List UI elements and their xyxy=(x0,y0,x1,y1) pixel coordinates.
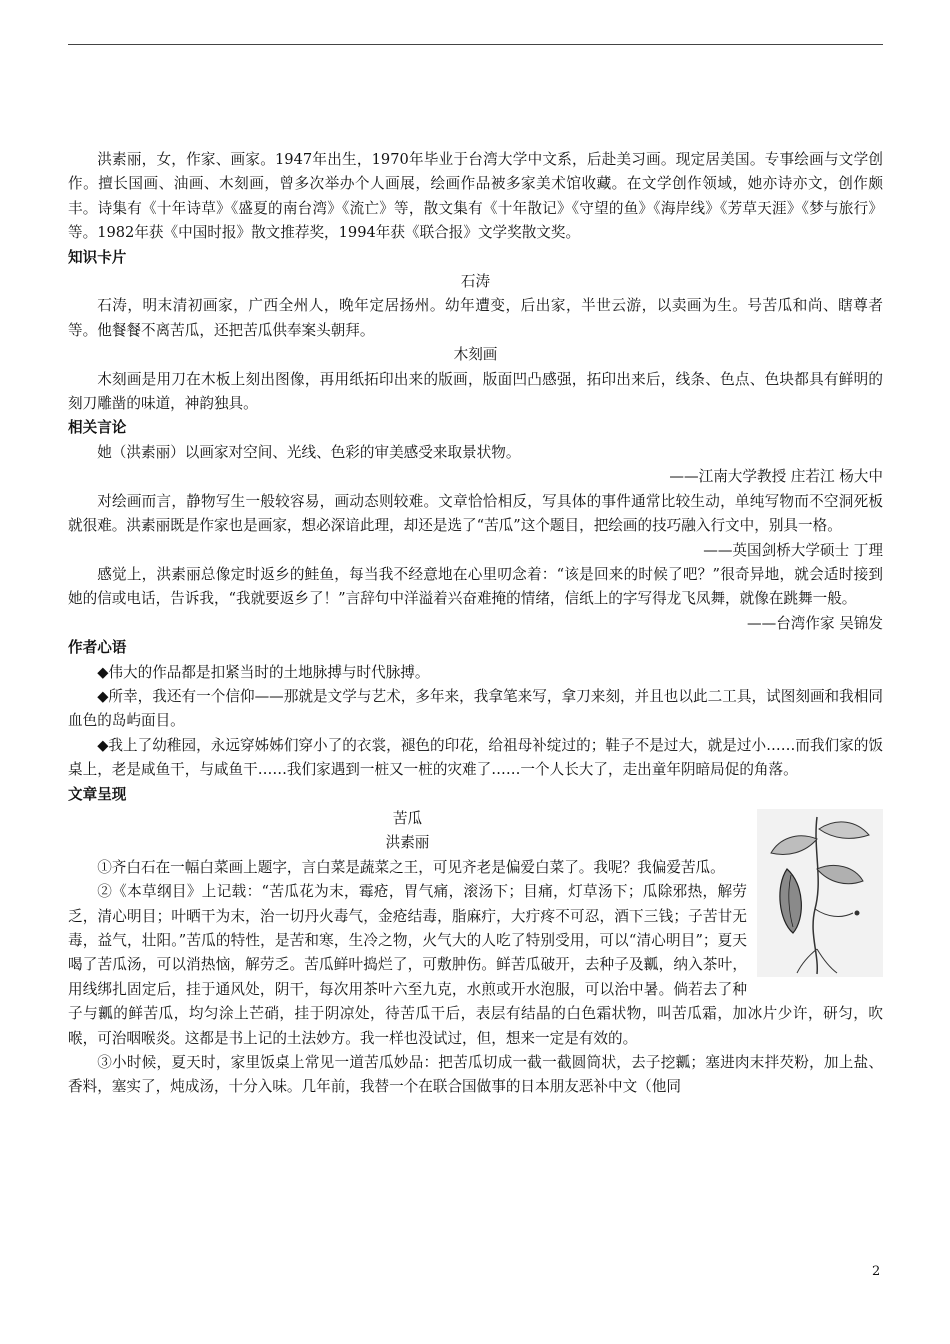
page-body xyxy=(68,148,883,1100)
comment-2-source: ——英国剑桥大学硕士 丁理 xyxy=(703,541,883,559)
knowledge-heading: 知识卡片 xyxy=(68,248,127,266)
comment-1-source: ——江南大学教授 庄若江 杨大中 xyxy=(669,468,883,486)
article-byline: 洪素丽 xyxy=(385,834,430,852)
comment-2-text: 对绘画而言，静物写生一般较容易，画动态则较难。文章恰恰相反，写具体的事件通常比较生动，单纯写物而不空洞死板就很难。洪素丽既是作家也是画家，想必深谙此理，却还是选了“苦瓜”这个题目，把绘画的技巧融入行文中，别具一格。 xyxy=(68,492,883,535)
article-paragraph-3: ③小时候，夏天时，家里饭桌上常见一道苦瓜妙品：把苦瓜切成一截一截圆筒状，去子挖瓤；塞进肉末拌芡粉，加上盐、香料，塞实了，炖成汤，十分入味。几年前，我替一个在联合国做事的日本朋友恶补中文（他同 xyxy=(68,1054,883,1096)
author-quote-3: ◆我上了幼稚园，永远穿姊姊们穿小了的衣裳，褪色的印花，给祖母补绽过的；鞋子不是过大，就是过小……而我们家的饭桌上，老是咸鱼干，与咸鱼干……我们家遇到一桩又一桩的灾难了……一个人长大了，走出童年阴暗局促的角落。 xyxy=(68,736,883,779)
card-title-woodcut: 木刻画 xyxy=(453,346,498,364)
author-words-heading: 作者心语 xyxy=(68,639,127,657)
author-quote-1: ◆伟大的作品都是扣紧当时的土地脉搏与时代脉搏。 xyxy=(97,663,430,681)
comment-3-source: ——台湾作家 吴锦发 xyxy=(747,614,883,632)
card-text-shitao: 石涛，明末清初画家，广西全州人，晚年定居扬州。幼年遭变，后出家，半世云游，以卖画为生。号苦瓜和尚、瞎尊者等。他餐餐不离苦瓜，还把苦瓜供奉案头朝拜。 xyxy=(68,297,883,339)
article-paragraph-1: ①齐白石在一幅白菜画上题字，言白菜是蔬菜之王，可见齐老是偏爱白菜了。我呢？我偏爱苦瓜。 xyxy=(97,858,725,876)
header-rule xyxy=(68,44,883,45)
article-paragraph-2: ②《本草纲目》上记载：“苦瓜花为末，霉疮，胃气痛，滚汤下；目痛，灯草汤下；瓜除邪热，解劳乏，清心明目；叶晒干为末，治一切丹火毒气，金疮结毒，脂麻疔，大疔疼不可忍，酒下三钱；子苦甘无毒，益气，壮阳。”苦瓜的特性，是苦和寒，生冷之物，火气大的人吃了特别受用，可以“清心明目”；夏天喝了苦瓜汤，可以消热恼，解劳乏。苦瓜鲜叶捣烂了，可敷肿伤。鲜苦瓜破开，去种子及瓤，纳入茶叶，用线绑扎固定后，挂于通风处，阴干，每次用茶叶六至九克，水煎或开水泡服，可以治中暑。倘若去了种子与瓤的鲜苦瓜，均匀涂上芒硝，挂于阴凉处，待苦瓜干后，表层有结晶的白色霜状物，叫苦瓜霜，加冰片少许，研匀，吹喉，可治咽喉炎。这都是书上记的土法妙方。我一样也没试过，但，想来一定是有效的。 xyxy=(68,883,883,1047)
comments-heading: 相关言论 xyxy=(68,419,127,437)
card-title-shitao: 石涛 xyxy=(460,273,491,291)
author-quote-2: ◆所幸，我还有一个信仰——那就是文学与艺术，多年来，我拿笔来写，拿刀来刻，并且也以此二工具，试图刻画和我相同血色的岛屿面目。 xyxy=(68,687,883,730)
article-title: 苦瓜 xyxy=(392,809,423,827)
author-bio: 洪素丽，女，作家、画家。1947年出生，1970年毕业于台湾大学中文系，后赴美习画。现定居美国。专事绘画与文学创作。擅长国画、油画、木刻画，曾多次举办个人画展，绘画作品被多家美术馆收藏。在文学创作领域，她亦诗亦文，创作颇丰。诗集有《十年诗草》《盛夏的南台湾》《流亡》等，散文集有《十年散记》《守望的鱼》《海岸线》《芳草天涯》《梦与旅行》等。1982年获《中国时报》散文推荐奖，1994年获《联合报》文学奖散文奖。 xyxy=(68,151,883,242)
article-heading: 文章呈现 xyxy=(68,785,127,803)
card-text-woodcut: 木刻画是用刀在木板上刻出图像，再用纸拓印出来的版画，版面凹凸感强，拓印出来后，线条、色点、色块都具有鲜明的刻刀雕凿的味道，神韵独具。 xyxy=(68,370,883,413)
comment-3-text: 感觉上，洪素丽总像定时返乡的鲑鱼，每当我不经意地在心里叨念着：“该是回来的时候了吧？”很奇异地，就会适时接到她的信或电话，告诉我，“我就要返乡了！”言辞句中洋溢着兴奋难掩的情绪，信纸上的字写得龙飞凤舞，就像在跳舞一般。 xyxy=(68,565,883,608)
comment-1-text: 她（洪素丽）以画家对空间、光线、色彩的审美感受来取景状物。 xyxy=(97,443,521,461)
page-number: 2 xyxy=(872,1264,881,1279)
bitter-melon-illustration xyxy=(757,809,883,977)
